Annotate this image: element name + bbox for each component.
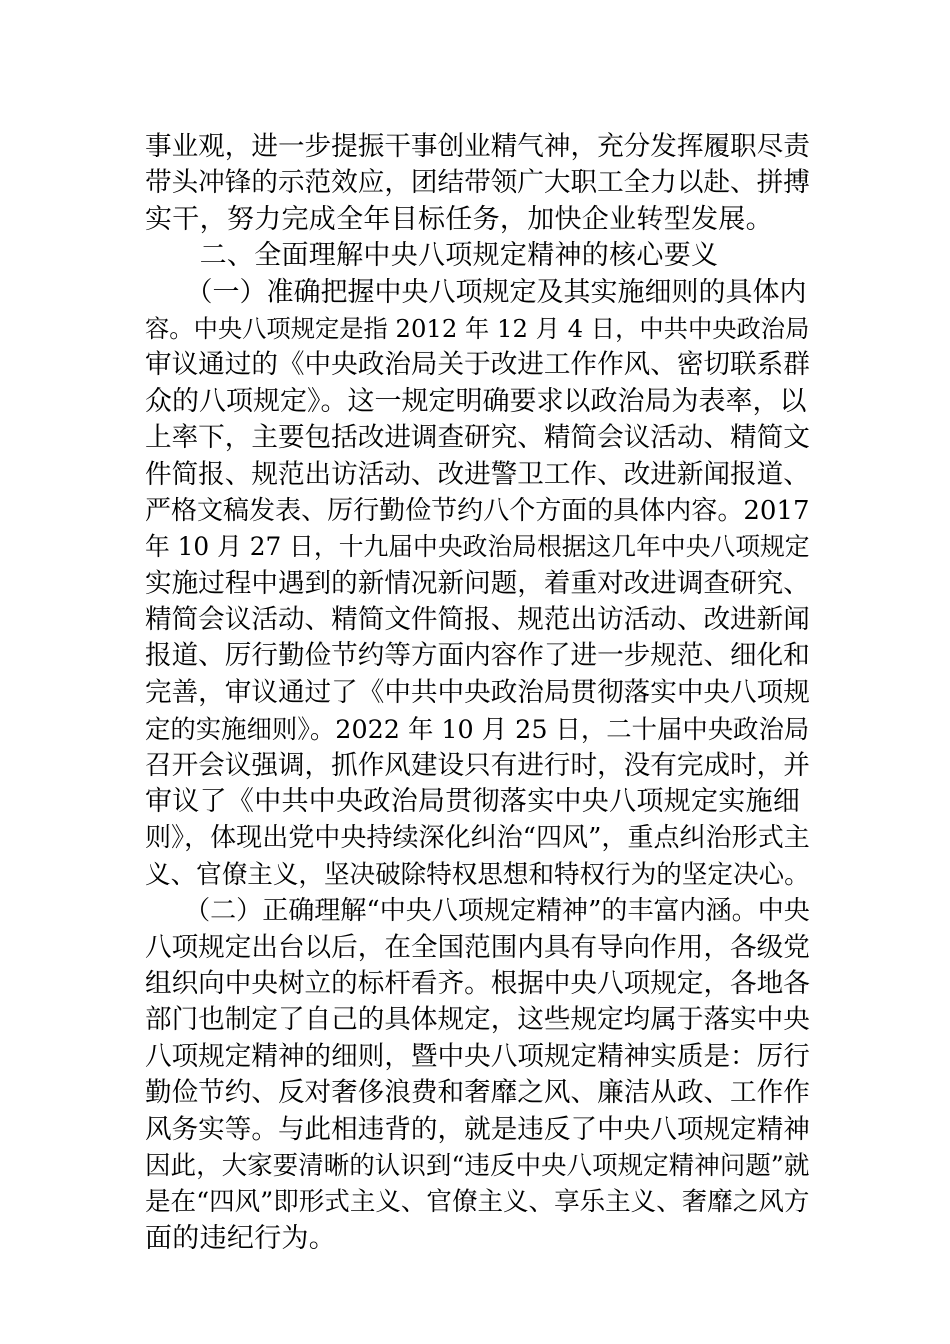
text-line: 勤俭节约、反对奢侈浪费和奢靡之风、廉洁从政、工作作 (145, 1077, 810, 1109)
text-line: 事业观，进一步提振干事创业精气神，充分发挥履职尽责 (145, 131, 810, 162)
text-line: 众的八项规定》。这一规定明确要求以政治局为表率，以 (145, 385, 807, 417)
text-line: 实干，努力完成全年目标任务，加快企业转型发展。 (145, 203, 773, 235)
text-line: 报道、厉行勤俭节约等方面内容作了进一步规范、细化和 (145, 640, 810, 672)
text-line: 审议通过的《中央政治局关于改进工作作风、密切联系群 (145, 349, 810, 381)
text-line: 年 10 月 27 日，十九届中央政治局根据这几年中央八项规定 (145, 532, 810, 562)
text-line: 召开会议强调，抓作风建设只有进行时，没有完成时，并 (145, 749, 810, 781)
text-line: 则》，体现出党中央持续深化纠治“四风”，重点纠治形式主 (145, 823, 810, 854)
text-line: 审议了《中共中央政治局贯彻落实中央八项规定实施细 (145, 786, 801, 818)
text-line: 容。中央八项规定是指 2012 年 12 月 4 日，中共中央政治局 (145, 313, 810, 343)
text-line: 面的违纪行为。 (145, 1222, 337, 1254)
section-heading: 二、全面理解中央八项规定精神的核心要义 (145, 240, 719, 272)
text-line: 风务实等。与此相违背的，就是违反了中央八项规定精神 (145, 1113, 810, 1145)
text-line: 是在“四风”即形式主义、官僚主义、享乐主义、奢靡之风方 (145, 1187, 810, 1218)
body-text (145, 129, 810, 1257)
text-line: 因此，大家要清晰的认识到“违反中央八项规定精神问题”就 (145, 1150, 810, 1181)
text-line: 实施过程中遇到的新情况新问题，着重对改进调查研究、 (145, 567, 810, 599)
text-line: 严格文稿发表、厉行勤俭节约八个方面的具体内容。2017 (145, 495, 810, 526)
text-line: 部门也制定了自己的具体规定，这些规定均属于落实中央 (145, 1004, 810, 1036)
text-line: 定的实施细则》。2022 年 10 月 25 日，二十届中央政治局 (145, 714, 810, 745)
text-line: 完善，审议通过了《中共中央政治局贯彻落实中央八项规 (145, 676, 810, 708)
text-line: 八项规定出台以后，在全国范围内具有导向作用，各级党 (145, 931, 810, 963)
text-line: 件简报、规范出访活动、改进警卫工作、改进新闻报道、 (145, 458, 810, 490)
text-line: 上率下，主要包括改进调查研究、精简会议活动、精简文 (145, 422, 810, 454)
text-line: 组织向中央树立的标杆看齐。根据中央八项规定，各地各 (145, 967, 810, 999)
subsection-heading-2: （二）正确理解“中央八项规定精神”的丰富内涵。中央 (145, 896, 810, 927)
text-line: 精简会议活动、精简文件简报、规范出访活动、改进新闻 (145, 604, 810, 636)
text-line: 带头冲锋的示范效应，团结带领广大职工全力以赴、拼搏 (145, 167, 810, 199)
subsection-heading-1: （一）准确把握中央八项规定及其实施细则的具体内 (145, 276, 807, 308)
text-line: 八项规定精神的细则，暨中央八项规定精神实质是：厉行 (145, 1040, 810, 1072)
text-line: 义、官僚主义，坚决破除特权思想和特权行为的坚定决心。 (145, 859, 810, 890)
